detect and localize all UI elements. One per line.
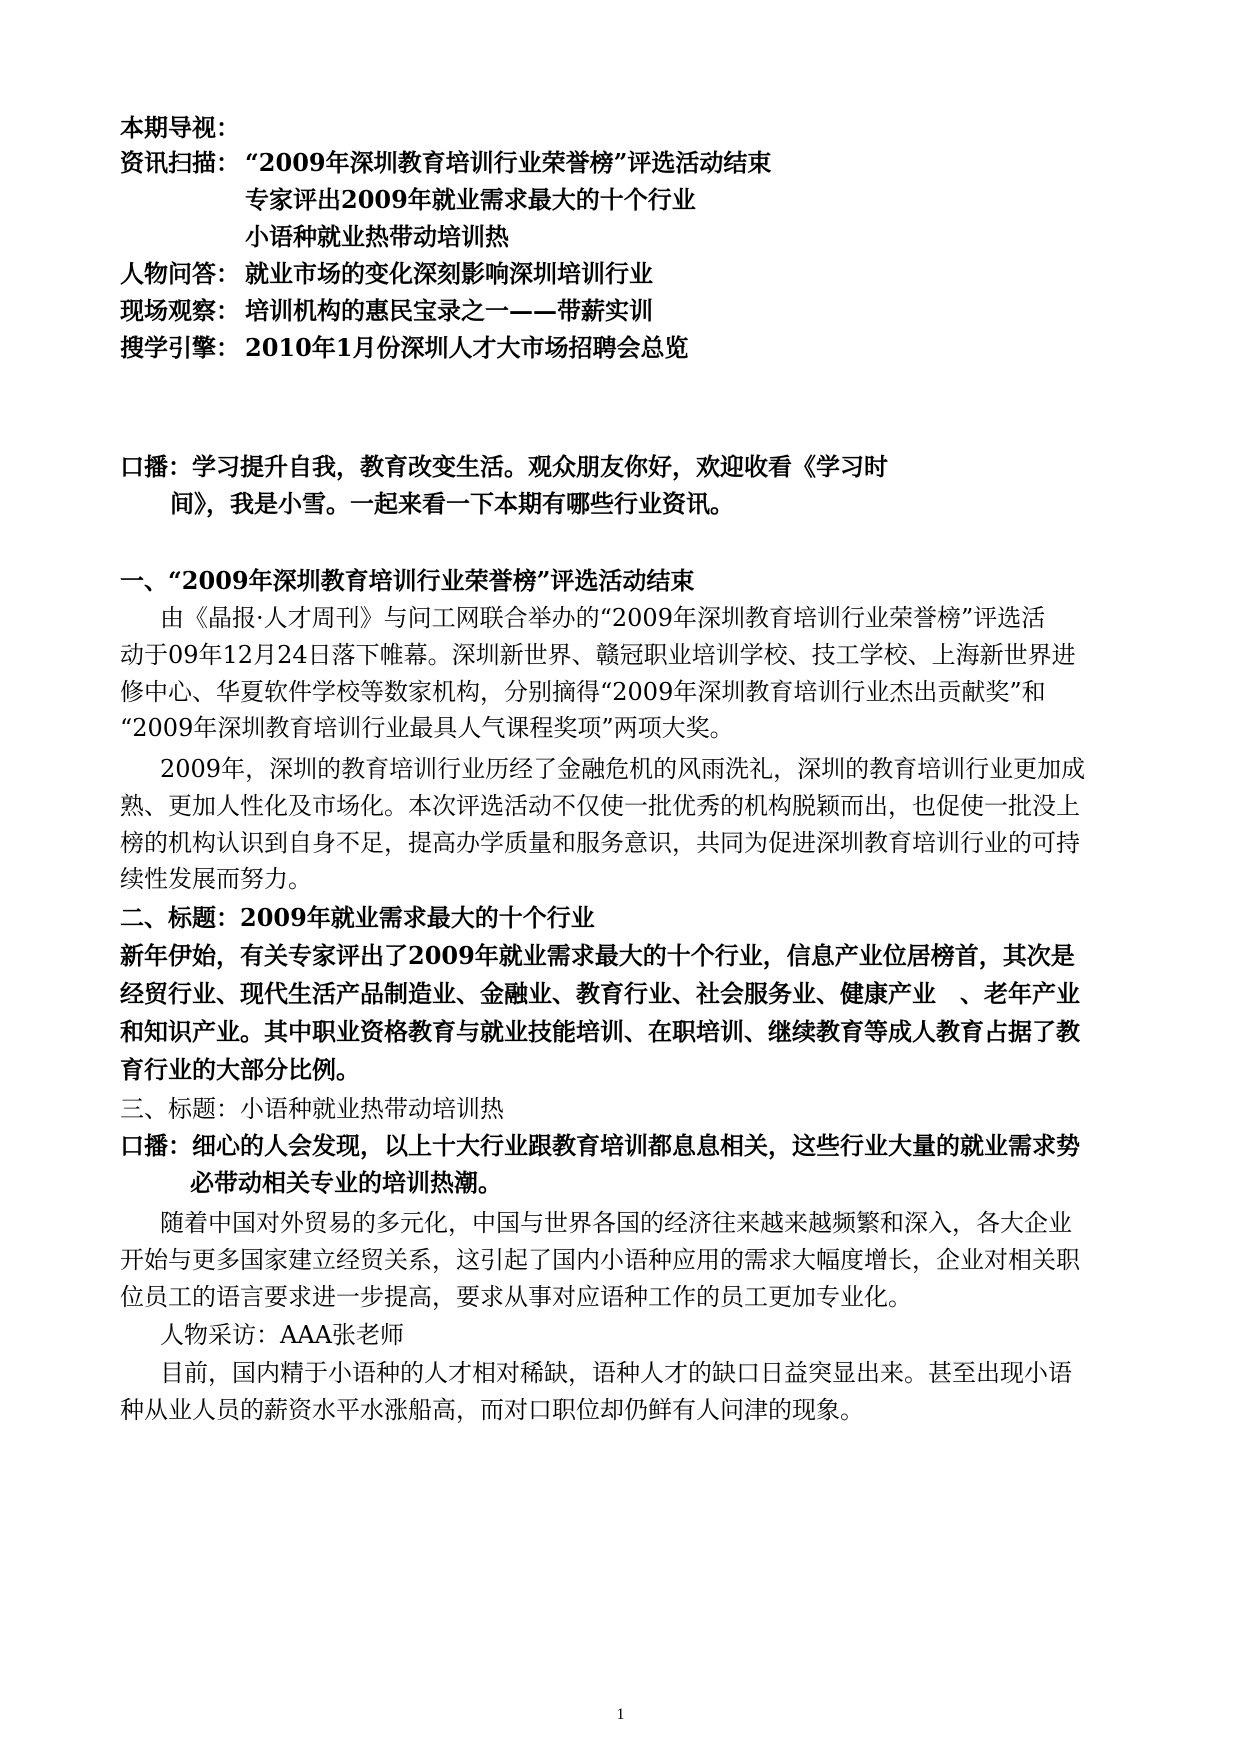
guide-row-text: 2010年1月份深圳人才大市场招聘会总览 xyxy=(245,333,689,362)
guide-row-text: 专家评出2009年就业需求最大的十个行业 xyxy=(245,185,696,214)
section1-paragraph-line: 续性发展而努力。 xyxy=(120,865,312,893)
guide-row-text: 就业市场的变化深刻影响深圳培训行业 xyxy=(245,259,653,288)
guide-row xyxy=(120,148,771,178)
section1-paragraph-line: 熟、更加人性化及市场化。本次评选活动不仅使一批优秀的机构脱颖而出，也促使一批没上 xyxy=(120,792,1080,820)
section3-paragraph-line: 种从业人员的薪资水平水涨船高，而对口职位却仍鲜有人问津的现象。 xyxy=(120,1396,864,1424)
section1-paragraph-line: 榜的机构认识到自身不足，提高办学质量和服务意识，共同为促进深圳教育培训行业的可持 xyxy=(120,829,1080,857)
guide-row-text: “2009年深圳教育培训行业荣誉榜”评选活动结束 xyxy=(245,148,772,177)
section3-interview: 人物采访：AAA张老师 xyxy=(160,1321,404,1349)
section3-heading: 三、标题：小语种就业热带动培训热 xyxy=(120,1095,504,1123)
guide-row-label: 人物问答： xyxy=(120,259,240,288)
intro-line: 间》，我是小雪。一起来看一下本期有哪些行业资讯。 xyxy=(170,489,734,518)
section2-paragraph-line: 新年伊始，有关专家评出了2009年就业需求最大的十个行业，信息产业位居榜首，其次是 xyxy=(120,941,1075,970)
section1-paragraph-line: 修中心、华夏软件学校等数家机构，分别摘得“2009年深圳教育培训行业杰出贡献奖”和 xyxy=(120,678,1046,706)
section2-paragraph-line: 育行业的大部分比例。 xyxy=(120,1055,360,1084)
guide-row-label: 资讯扫描： xyxy=(120,148,240,177)
section2-paragraph-line: 经贸行业、现代生活产品制造业、金融业、教育行业、社会服务业、健康产业 、老年产业 xyxy=(120,979,1080,1008)
section1-paragraph-line: 由《晶报·人才周刊》与问工网联合举办的“2009年深圳教育培训行业荣誉榜”评选活 xyxy=(160,604,1046,632)
section2-paragraph-line: 和知识产业。其中职业资格教育与就业技能培训、在职培训、继续教育等成人教育占据了教 xyxy=(120,1017,1080,1046)
section2-heading: 二、标题：2009年就业需求最大的十个行业 xyxy=(120,903,595,932)
section1-heading: 一、“2009年深圳教育培训行业荣誉榜”评选活动结束 xyxy=(120,566,695,595)
section3-paragraph-line: 开始与更多国家建立经贸关系，这引起了国内小语种应用的需求大幅度增长，企业对相关职 xyxy=(120,1246,1080,1274)
section3-broadcast-line: 必带动相关专业的培训热潮。 xyxy=(190,1168,502,1197)
guide-row xyxy=(120,259,653,289)
guide-row xyxy=(120,333,689,363)
guide-row-text: 小语种就业热带动培训热 xyxy=(245,222,509,251)
section1-paragraph-line: “2009年深圳教育培训行业最具人气课程奖项”两项大奖。 xyxy=(120,714,734,742)
guide-row-text: 培训机构的惠民宝录之一——带薪实训 xyxy=(245,296,653,325)
guide-row-label: 现场观察： xyxy=(120,296,240,325)
section3-paragraph-line: 位员工的语言要求进一步提高，要求从事对应语种工作的员工更加专业化。 xyxy=(120,1283,912,1311)
section1-paragraph-line: 2009年，深圳的教育培训行业历经了金融危机的风雨洗礼，深圳的教育培训行业更加成 xyxy=(160,755,1086,783)
section3-paragraph-line: 随着中国对外贸易的多元化，中国与世界各国的经济往来越来越频繁和深入，各大企业 xyxy=(160,1209,1072,1237)
guide-row-label: 搜学引擎： xyxy=(120,333,240,362)
section3-broadcast-line: 口播：细心的人会发现，以上十大行业跟教育培训都息息相关，这些行业大量的就业需求势 xyxy=(120,1131,1080,1160)
page-number: 1 xyxy=(616,1706,625,1723)
intro-line: 口播：学习提升自我，教育改变生活。观众朋友你好，欢迎收看《学习时 xyxy=(120,452,888,481)
guide-title: 本期导视： xyxy=(120,113,240,142)
section1-paragraph-line: 动于09年12月24日落下帷幕。深圳新世界、赣冠职业培训学校、技工学校、上海新世界进 xyxy=(120,641,1076,669)
guide-row xyxy=(120,296,653,326)
section3-paragraph-line: 目前，国内精于小语种的人才相对稀缺，语种人才的缺口日益突显出来。甚至出现小语 xyxy=(160,1359,1072,1387)
